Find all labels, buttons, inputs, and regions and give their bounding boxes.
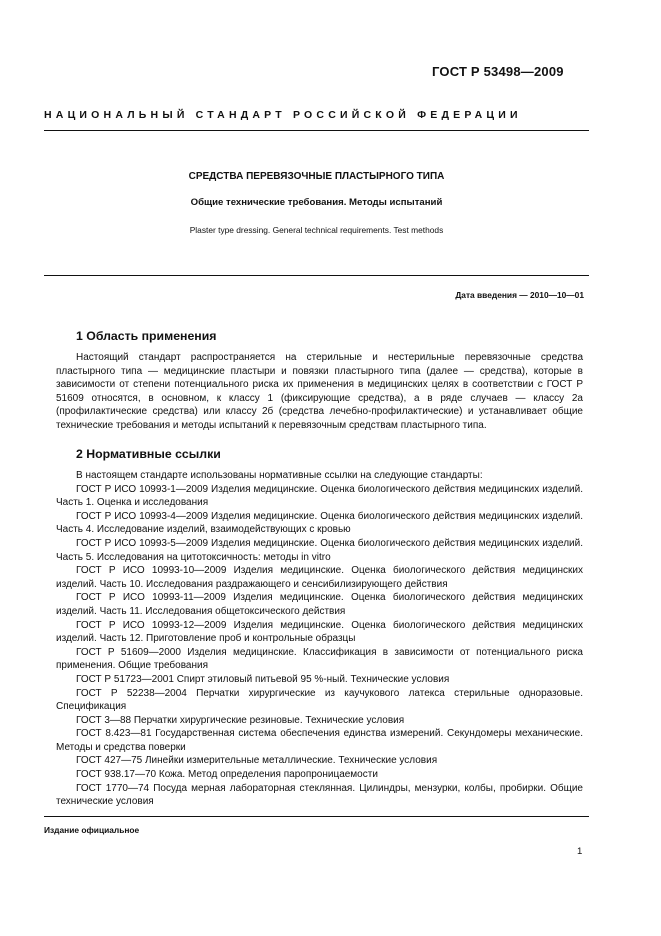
reference-item: ГОСТ Р ИСО 10993-4—2009 Изделия медицинские. Оценка биологического действия медицинских изделий. Часть 4. Исследование изделий, взаимодействующих с кровью bbox=[56, 510, 583, 536]
top-divider bbox=[44, 130, 589, 131]
section-2-heading: 2 Нормативные ссылки bbox=[76, 447, 221, 461]
reference-item: ГОСТ 1770—74 Посуда мерная лабораторная стеклянная. Цилиндры, мензурки, колбы, пробирки. Общие технические условия bbox=[56, 782, 583, 808]
reference-item: ГОСТ Р ИСО 10993-5—2009 Изделия медицинские. Оценка биологического действия медицинских изделий. Часть 5. Исследования на цитотоксичность: методы in vitro bbox=[56, 537, 583, 563]
section-1-heading: 1 Область применения bbox=[76, 329, 217, 343]
reference-item: ГОСТ Р ИСО 10993-1—2009 Изделия медицинские. Оценка биологического действия медицинских изделий. Часть 1. Оценка и исследования bbox=[56, 483, 583, 509]
references-list bbox=[56, 469, 583, 809]
reference-item: ГОСТ 938.17—70 Кожа. Метод определения паропроницаемости bbox=[76, 769, 378, 781]
section-1-body bbox=[56, 351, 583, 433]
page-number: 1 bbox=[577, 846, 583, 857]
document-title: СРЕДСТВА ПЕРЕВЯЗОЧНЫЕ ПЛАСТЫРНОГО ТИПА bbox=[188, 171, 445, 182]
reference-item: ГОСТ 427—75 Линейки измерительные металлические. Технические условия bbox=[76, 755, 438, 767]
reference-item: ГОСТ Р ИСО 10993-11—2009 Изделия медицинские. Оценка биологического действия медицинских изделий. Часть 11. Исследования общетоксического действия bbox=[56, 592, 583, 617]
document-subtitle: Общие технические требования. Методы испытаний bbox=[190, 197, 443, 208]
national-standard-banner: НАЦИОНАЛЬНЫЙ СТАНДАРТ РОССИЙСКОЙ ФЕДЕРАЦИИ bbox=[44, 109, 522, 121]
introduction-date: Дата введения — 2010—10—01 bbox=[455, 290, 584, 300]
references-intro: В настоящем стандарте использованы нормативные ссылки на следующие стандарты: bbox=[76, 470, 483, 481]
official-edition-label: Издание официальное bbox=[44, 825, 140, 835]
reference-item: ГОСТ 3—88 Перчатки хирургические резиновые. Технические условия bbox=[76, 714, 405, 726]
reference-item: ГОСТ Р 52238—2004 Перчатки хирургические из каучукового латекса стерильные одноразовые. Спецификация bbox=[56, 687, 583, 713]
reference-item: ГОСТ 8.423—81 Государственная система обеспечения единства измерений. Секундомеры механические. Методы и средства поверки bbox=[56, 728, 583, 753]
english-title: Plaster type dressing. General technical requirements. Test methods bbox=[189, 225, 444, 235]
reference-item: ГОСТ Р 51723—2001 Спирт этиловый питьевой 95 %-ный. Технические условия bbox=[76, 673, 450, 685]
section-1-paragraph: Настоящий стандарт распространяется на стерильные и нестерильные перевязочные средства пластырного типа — медицинские пластыри и повязки пластырного типа (далее — средства), которые в зависимости от степени потенциального риска их применения в медицинских целях в соответствии с ГОСТ Р 51609 относятся, в основном, к классу 1 (фиксирующие средства), а в ряде случаев — классу 2а (профилактические средства) или классу 2б (средства лечебно-профилактические) и устанавливает общие технические требования и методы испытаний к перевязочным средствам пластырного типа. bbox=[56, 352, 583, 431]
standard-code: ГОСТ Р 53498—2009 bbox=[432, 64, 564, 79]
title-divider bbox=[44, 275, 589, 276]
reference-item: ГОСТ Р 51609—2000 Изделия медицинские. Классификация в зависимости от потенциального риска применения. Общие требования bbox=[56, 646, 583, 672]
footer-divider bbox=[44, 816, 589, 817]
reference-item: ГОСТ Р ИСО 10993-12—2009 Изделия медицинские. Оценка биологического действия медицинских изделий. Часть 12. Приготовление проб и контрольные образцы bbox=[56, 619, 583, 645]
reference-item: ГОСТ Р ИСО 10993-10—2009 Изделия медицинские. Оценка биологического действия медицинских изделий. Часть 10. Исследования раздражающего и сенсибилизирующего действия bbox=[56, 565, 583, 590]
